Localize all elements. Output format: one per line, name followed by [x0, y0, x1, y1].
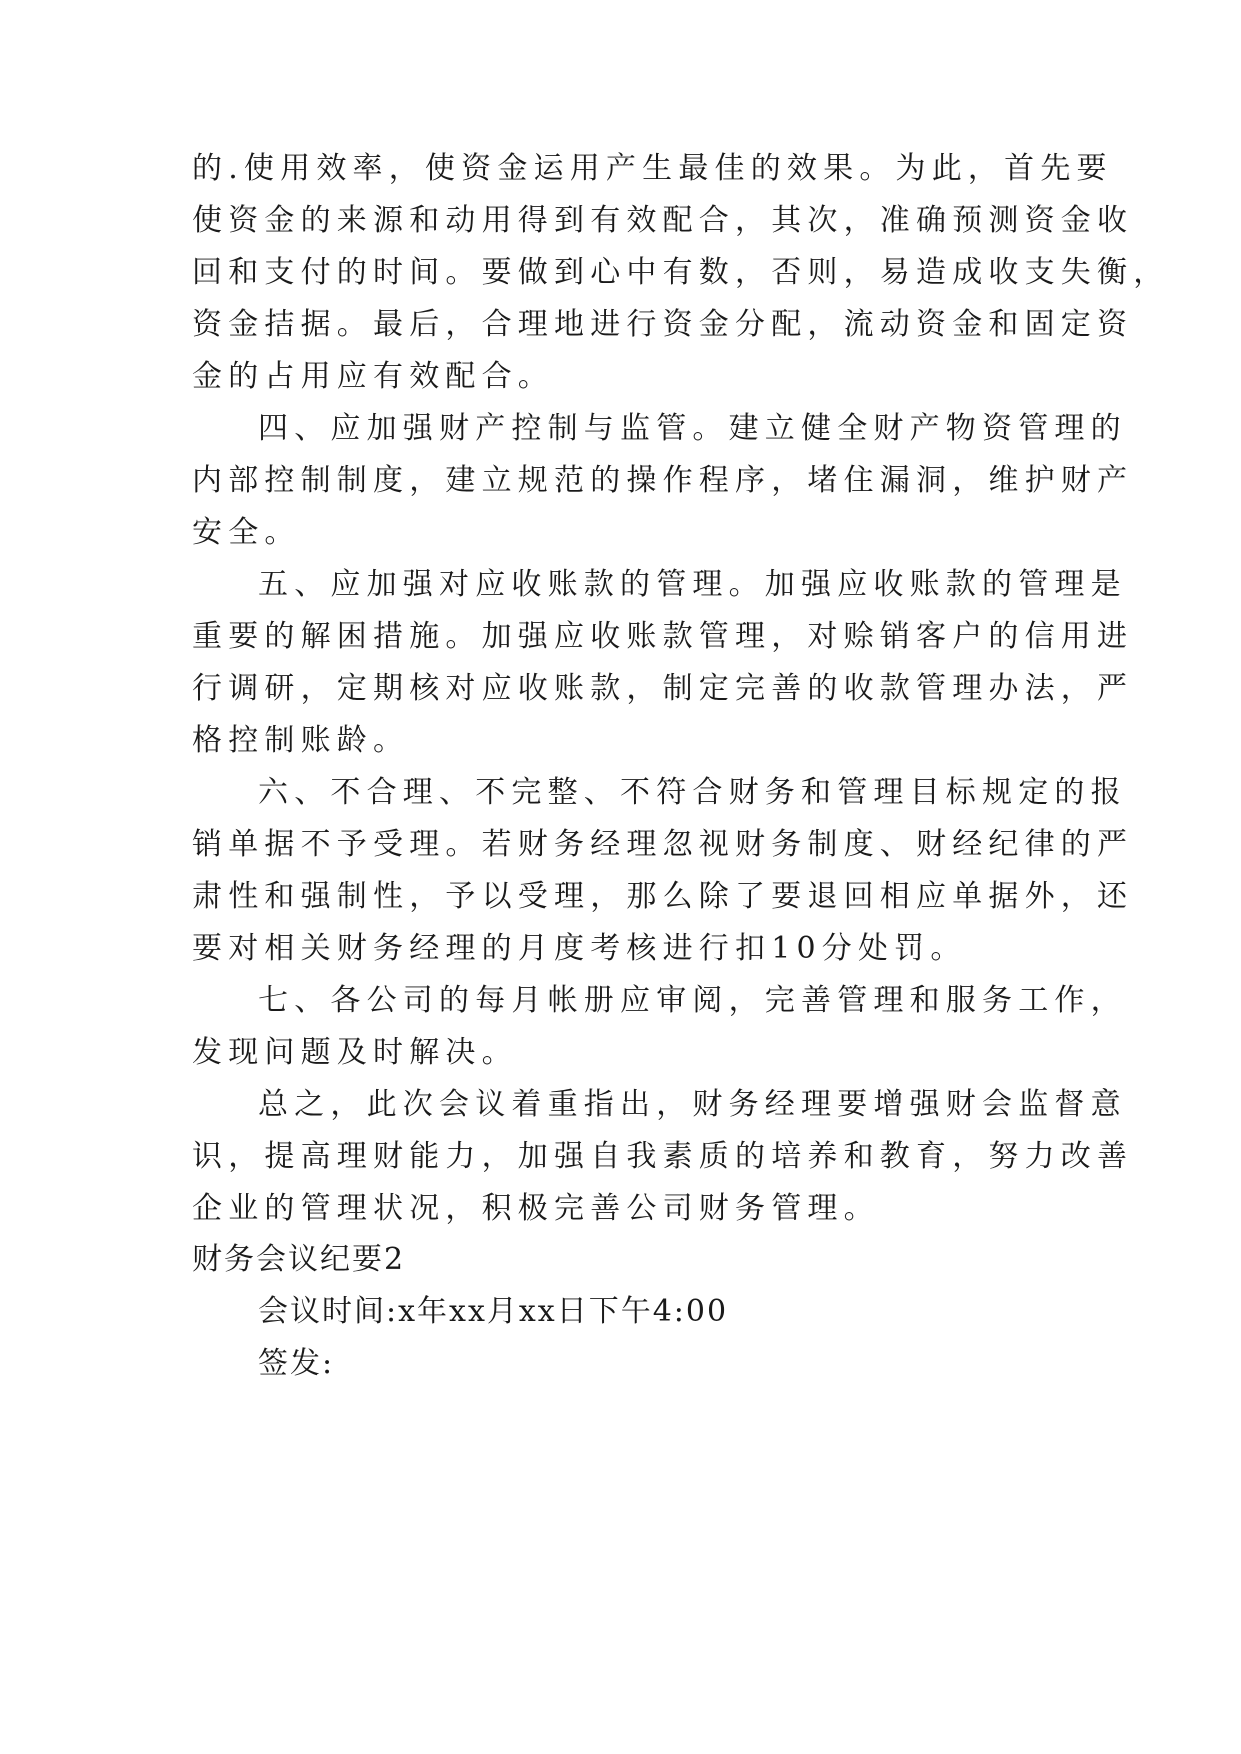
text-line: 的.使用效率，使资金运用产生最佳的效果。为此，首先要 — [192, 151, 1113, 186]
paragraph-seven-start: 七、各公司的每月帐册应审阅，完善管理和服务工作， — [258, 983, 1127, 1018]
issued-by-label: 签发: — [258, 1346, 335, 1381]
paragraph-four-start: 四、应加强财产控制与监管。建立健全财产物资管理的 — [258, 411, 1127, 446]
text-line: 发现问题及时解决。 — [192, 1035, 518, 1070]
text-line: 安全。 — [192, 515, 301, 550]
text-line: 资金拮据。最后，合理地进行资金分配，流动资金和固定资 — [192, 307, 1134, 342]
text-line: 识，提高理财能力，加强自我素质的培养和教育，努力改善 — [192, 1139, 1134, 1174]
paragraph-five-start: 五、应加强对应收账款的管理。加强应收账款的管理是 — [258, 567, 1127, 602]
summary-paragraph-start: 总之，此次会议着重指出，财务经理要增强财会监督意 — [258, 1087, 1127, 1122]
text-line: 使资金的来源和动用得到有效配合，其次，准确预测资金收 — [192, 203, 1134, 238]
text-line: 要对相关财务经理的月度考核进行扣10分处罚。 — [192, 931, 967, 966]
text-line: 金的占用应有效配合。 — [192, 359, 554, 394]
text-line: 内部控制制度，建立规范的操作程序，堵住漏洞，维护财产 — [192, 463, 1134, 498]
text-line: 行调研，定期核对应收账款，制定完善的收款管理办法，严 — [192, 671, 1134, 706]
text-line: 肃性和强制性，予以受理，那么除了要退回相应单据外，还 — [192, 879, 1134, 914]
text-line: 格控制账龄。 — [192, 723, 410, 758]
text-line: 销单据不予受理。若财务经理忽视财务制度、财经纪律的严 — [192, 827, 1134, 862]
text-line: 企业的管理状况，积极完善公司财务管理。 — [192, 1191, 880, 1226]
text-line: 重要的解困措施。加强应收账款管理，对赊销客户的信用进 — [192, 619, 1134, 654]
text-line: 回和支付的时间。要做到心中有数，否则，易造成收支失衡， — [192, 255, 1170, 290]
meeting-time: 会议时间:x年xx月xx日下午4:00 — [258, 1294, 729, 1329]
section-heading: 财务会议纪要2 — [192, 1242, 406, 1277]
paragraph-six-start: 六、不合理、不完整、不符合财务和管理目标规定的报 — [258, 775, 1127, 810]
